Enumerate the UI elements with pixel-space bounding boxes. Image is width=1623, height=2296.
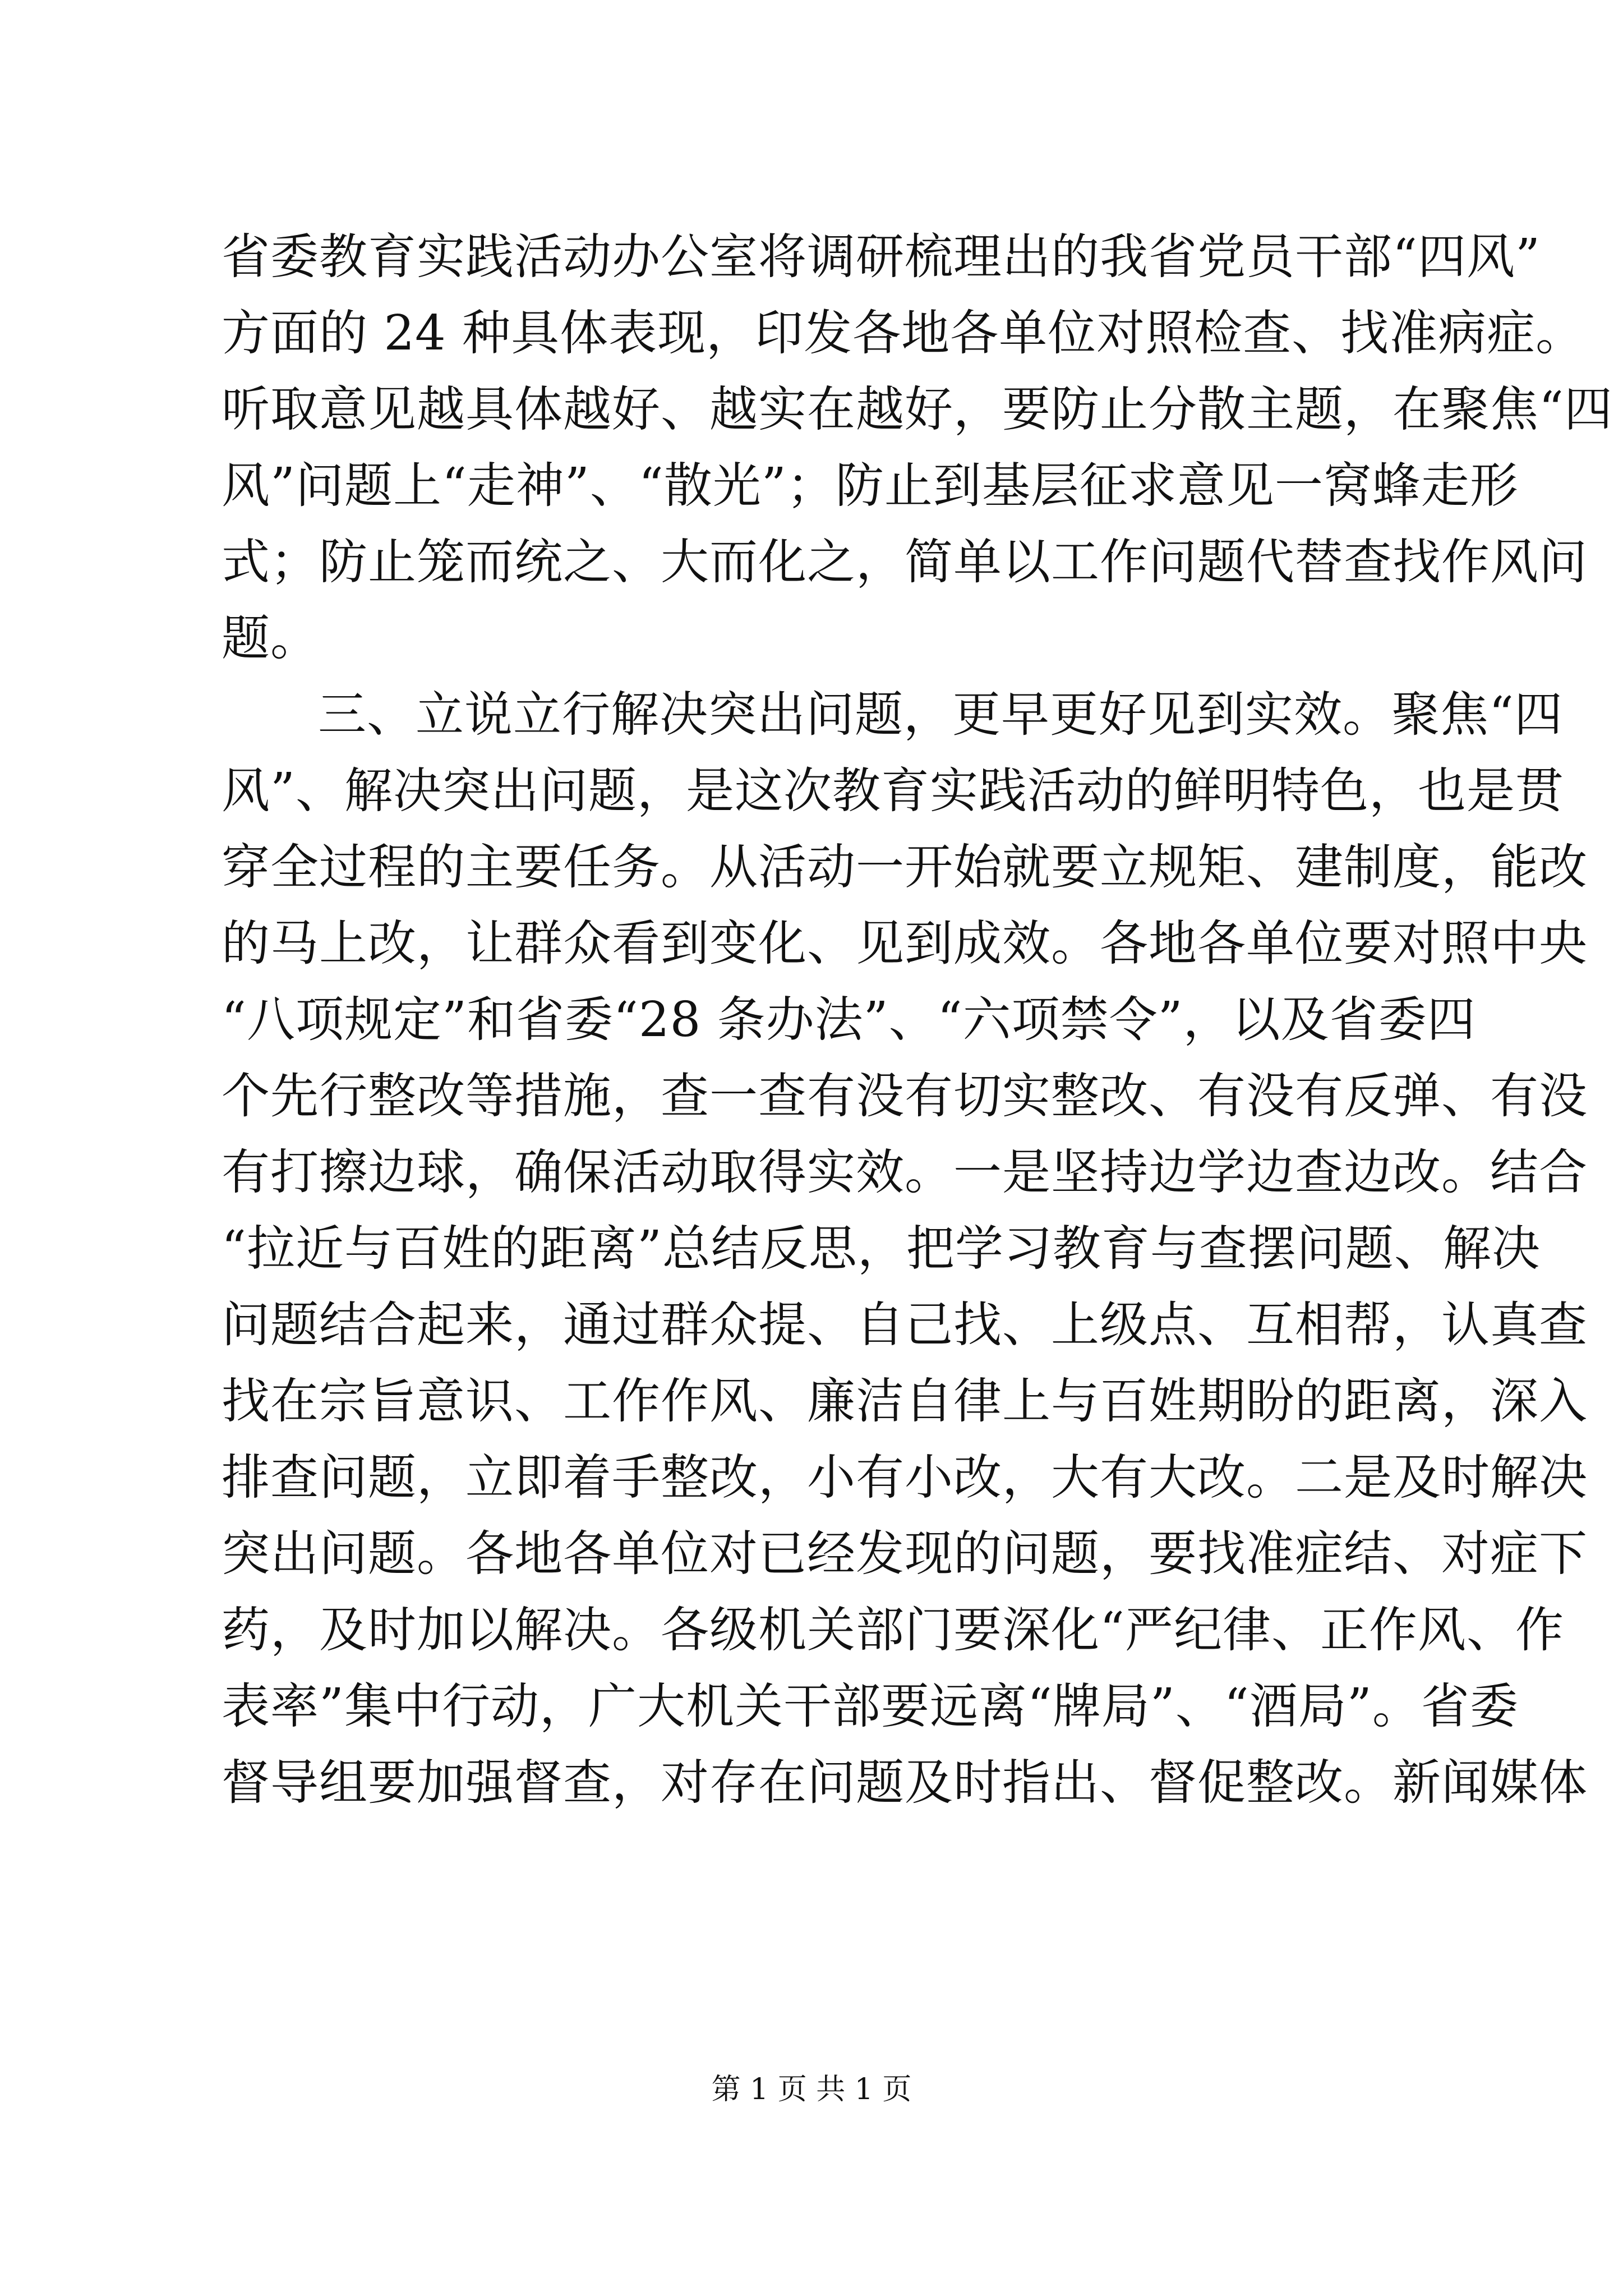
- text-line: 突出问题。各地各单位对已经发现的问题，要找准症结、对症下: [222, 1526, 1588, 1582]
- text-line: 题。: [222, 610, 319, 666]
- text-line: 省委教育实践活动办公室将调研梳理出的我省党员干部“四风”: [222, 229, 1541, 285]
- text-line: 式；防止笼而统之、大而化之，简单以工作问题代替查找作风问: [222, 534, 1588, 590]
- text-line: 排查问题，立即着手整改，小有小改，大有大改。二是及时解决: [222, 1450, 1588, 1506]
- text-line: “八项规定”和省委“28 条办法”、“六项禁令”，以及省委四: [222, 992, 1476, 1048]
- text-line: 药，及时加以解决。各级机关部门要深化“严纪律、正作风、作: [222, 1602, 1564, 1658]
- text-line: 听取意见越具体越好、越实在越好，要防止分散主题，在聚焦“四: [222, 381, 1613, 438]
- text-line: 找在宗旨意识、工作作风、廉洁自律上与百姓期盼的距离，深入: [222, 1373, 1588, 1429]
- text-line: 三、立说立行解决突出问题，更早更好见到实效。聚焦“四: [318, 687, 1563, 743]
- text-line: 穿全过程的主要任务。从活动一开始就要立规矩、建制度，能改: [222, 839, 1588, 895]
- page-number-label: 第 1 页 共 1 页: [711, 2073, 912, 2106]
- page-footer: [0, 2070, 1623, 2109]
- text-line: 方面的 24 种具体表现，印发各地各单位对照检查、找准病症。: [222, 305, 1585, 361]
- text-line: 表率”集中行动，广大机关干部要远离“牌局”、“酒局”。省委: [222, 1678, 1519, 1734]
- text-line: 个先行整改等措施，查一查有没有切实整改、有没有反弹、有没: [222, 1068, 1588, 1124]
- text-line: 风”问题上“走神”、“散光”；防止到基层征求意见一窝蜂走形: [222, 458, 1519, 514]
- paragraph-2: [222, 677, 1588, 1821]
- paragraph-1: [222, 219, 1613, 677]
- document-body: [222, 219, 1613, 1821]
- text-line: 有打擦边球，确保活动取得实效。一是坚持边学边查边改。结合: [222, 1144, 1588, 1200]
- text-line: “拉近与百姓的距离”总结反思，把学习教育与查摆问题、解决: [222, 1221, 1541, 1277]
- text-line: 风”、解决突出问题，是这次教育实践活动的鲜明特色，也是贯: [222, 763, 1564, 819]
- text-line: 的马上改，让群众看到变化、见到成效。各地各单位要对照中央: [222, 915, 1588, 972]
- text-line: 问题结合起来，通过群众提、自己找、上级点、互相帮，认真查: [222, 1297, 1588, 1353]
- text-line: 督导组要加强督查，对存在问题及时指出、督促整改。新闻媒体: [222, 1755, 1588, 1811]
